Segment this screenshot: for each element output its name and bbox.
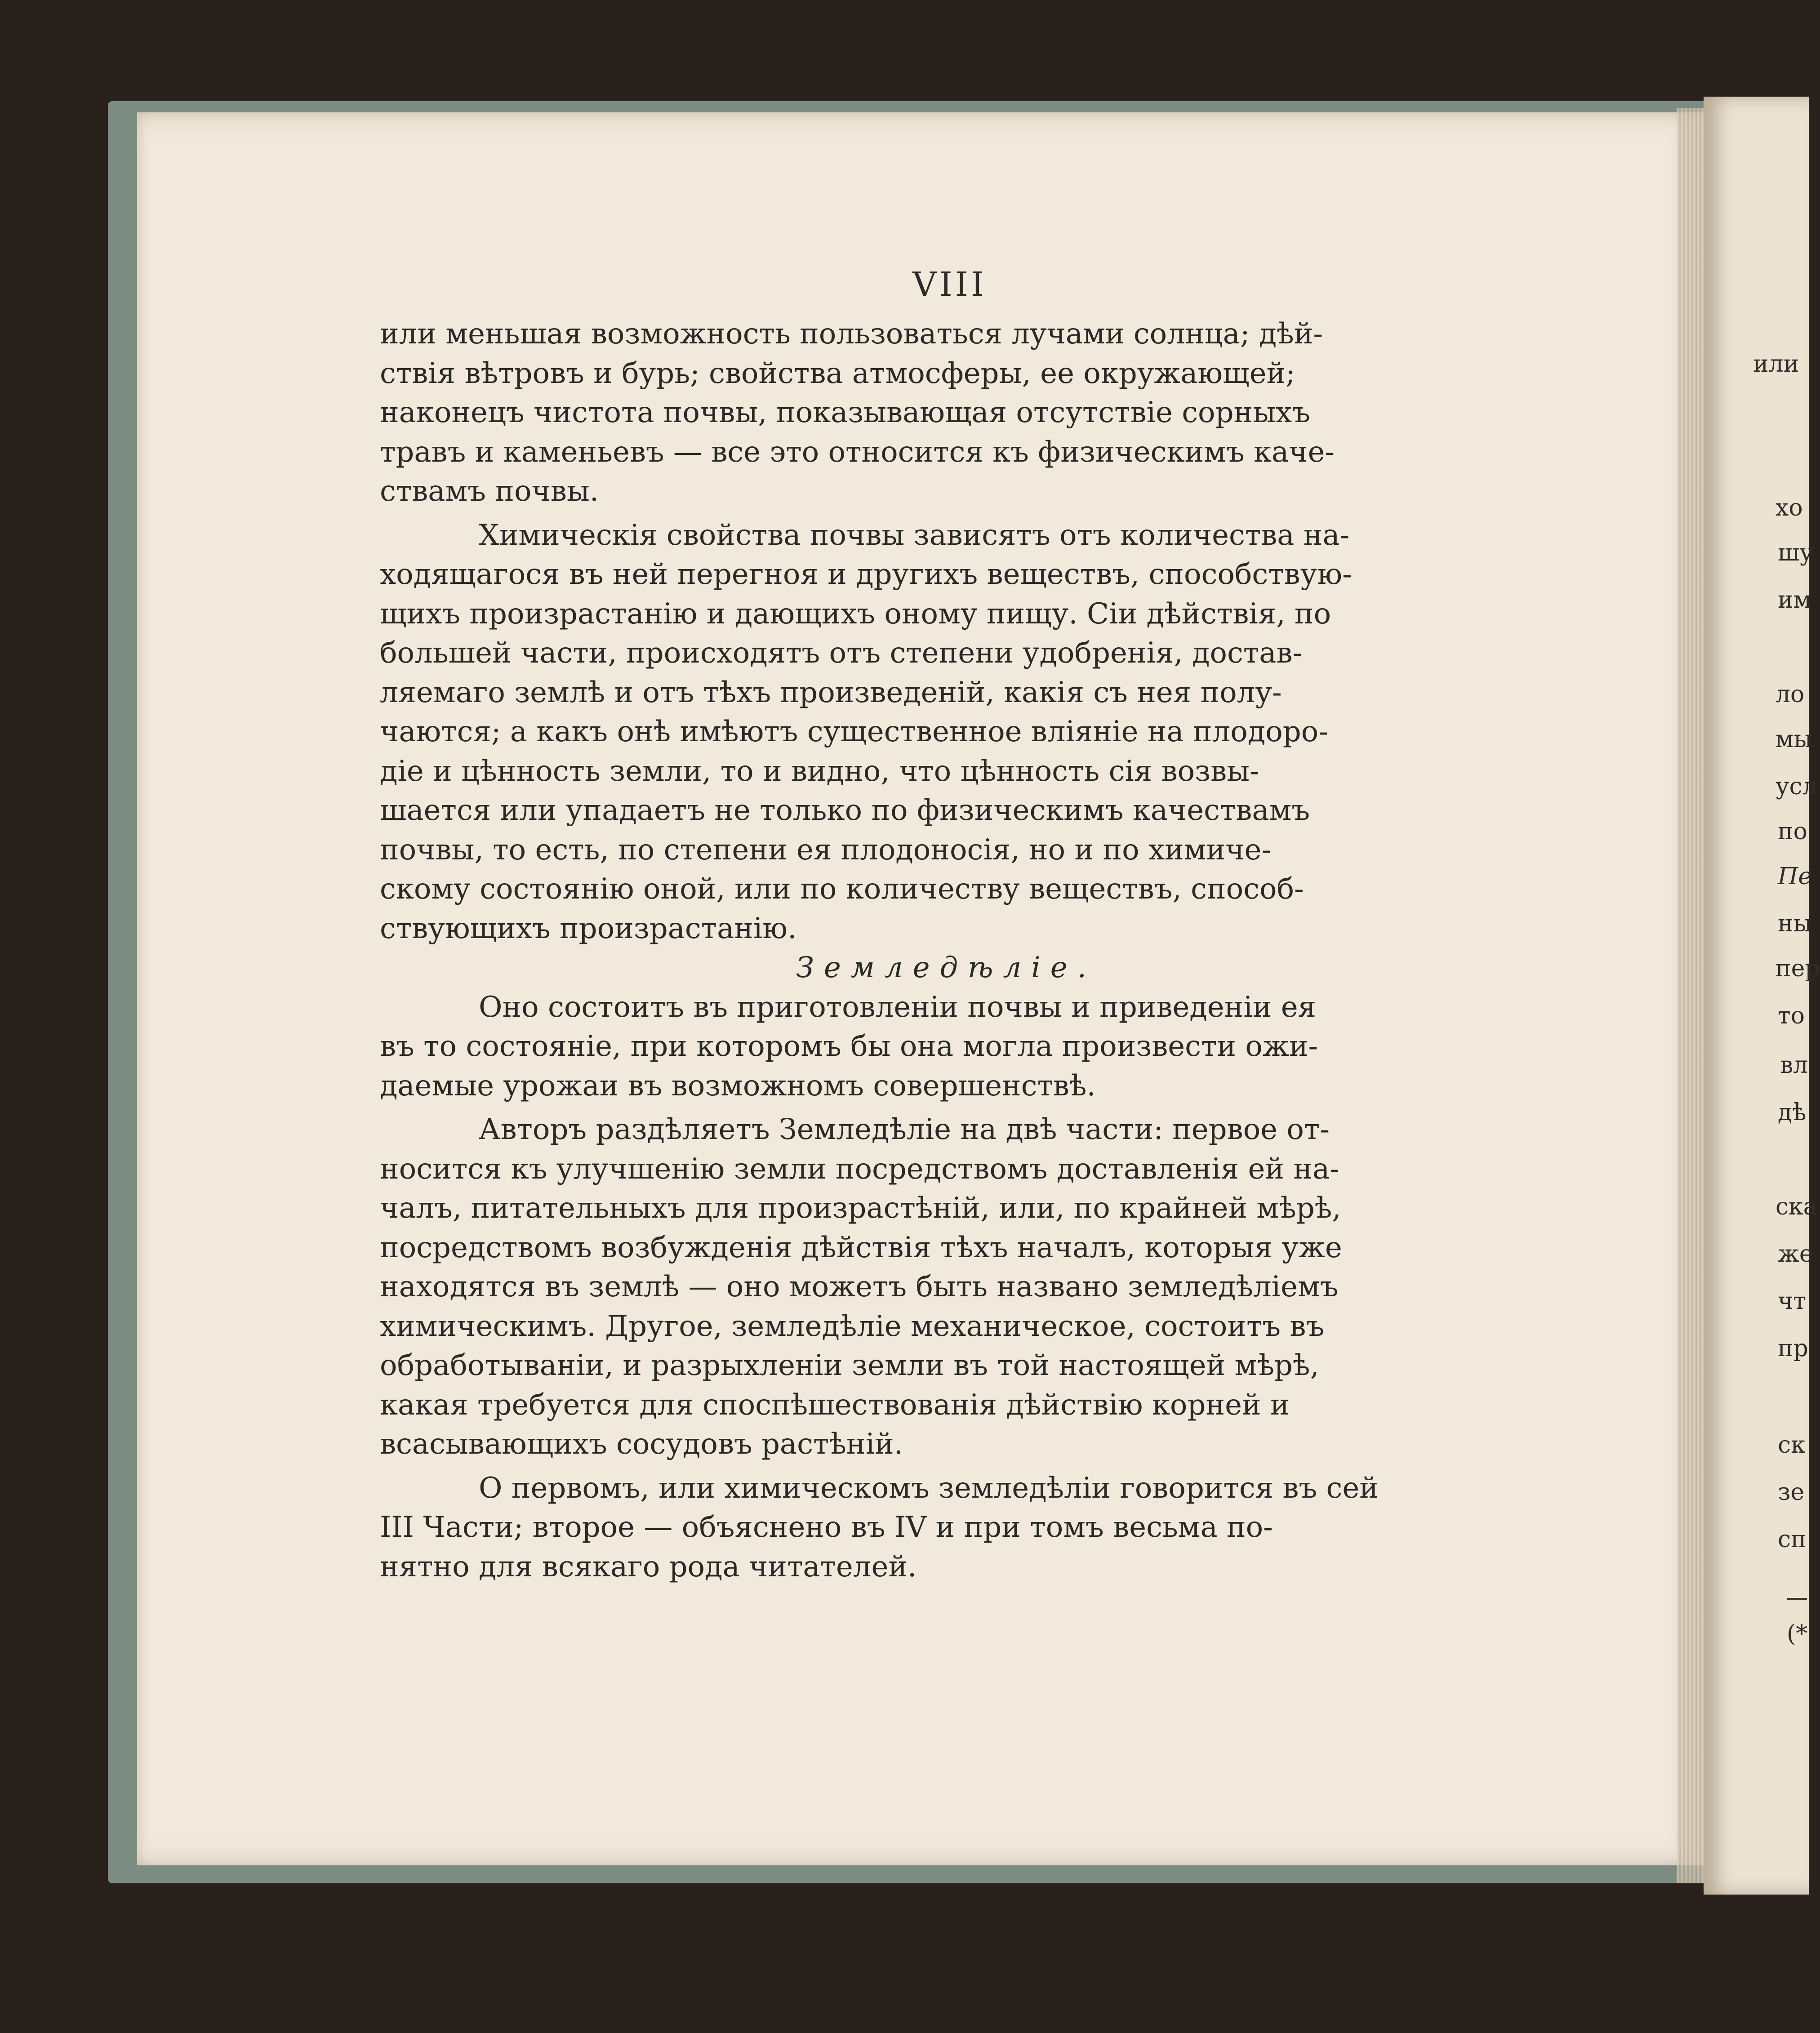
text-line: какая требуется для споспѣшествованія дѣйствію корней и — [380, 1388, 1290, 1422]
text-line: носится къ улучшенію земли посредствомъ доставленія ей на- — [380, 1152, 1339, 1186]
opposite-fragment: ны — [1778, 910, 1812, 937]
text-line: О первомъ, или химическомъ земледѣліи говорится въ сей — [479, 1471, 1379, 1505]
text-line: нятно для всякаго рода читателей. — [380, 1550, 917, 1584]
footnote-rule — [1787, 1598, 1807, 1600]
text-line: чаются; а какъ онѣ имѣютъ существенное вліяніе на плодоро- — [380, 715, 1328, 748]
text-line: почвы, то есть, по степени ея плодоносія, но и по химиче- — [380, 833, 1271, 867]
opposite-fragment: им — [1778, 587, 1812, 614]
text-line: обработываніи, и разрыхленіи земли въ той настоящей мѣрѣ, — [380, 1349, 1319, 1382]
opposite-fragment: сп — [1778, 1526, 1807, 1553]
opposite-fragment: пер — [1776, 955, 1820, 982]
opposite-fragment: (* — [1787, 1620, 1808, 1647]
text-line: чалъ, питательныхъ для произрастѣній, или, по крайней мѣрѣ, — [380, 1192, 1341, 1225]
opposite-fragment: ло — [1776, 681, 1805, 708]
text-line: наконецъ чистота почвы, показывающая отсутствіе сорныхъ — [380, 396, 1310, 429]
text-line: въ то состояніе, при которомъ бы она могла произвести ожи- — [380, 1030, 1318, 1063]
opposite-fragment: хо — [1776, 494, 1803, 521]
text-line: Химическія свойства почвы зависятъ отъ количества на- — [479, 518, 1350, 552]
text-line: находятся въ землѣ — оно можетъ быть названо земледѣліемъ — [380, 1270, 1339, 1303]
text-line: ляемаго землѣ и отъ тѣхъ произведеній, какія съ нея полу- — [380, 676, 1282, 709]
text-line: щихъ произрастанію и дающихъ оному пищу. Сіи дѣйствія, по — [380, 597, 1331, 631]
section-heading: Земледѣліе. — [796, 951, 1096, 984]
text-line: ствія вѣтровъ и бурь; свойства атмосферы, ее окружающей; — [380, 356, 1295, 390]
text-line: діе и цѣнность земли, то и видно, что цѣнность сія возвы- — [380, 754, 1259, 788]
text-line: ствующихъ произрастанію. — [380, 912, 797, 945]
text-line: ходящагося въ ней перегноя и другихъ веществъ, способствую- — [380, 558, 1352, 591]
text-line: шается или упадаетъ не только по физическимъ качествамъ — [380, 794, 1310, 827]
text-line: травъ и каменьевъ — все это относится къ физическимъ каче- — [380, 435, 1335, 469]
opposite-fragment: мы — [1776, 726, 1812, 753]
opposite-fragment: ска — [1776, 1193, 1817, 1220]
opposite-fragment: то — [1778, 1002, 1805, 1029]
text-line: скому состоянію оной, или по количеству веществъ, способ- — [380, 872, 1304, 906]
opposite-fragment: зе — [1778, 1479, 1805, 1506]
opposite-fragment: ск — [1778, 1432, 1806, 1459]
text-line: III Части; второе — объяснено въ IV и при томъ весьма по- — [380, 1511, 1273, 1544]
text-line: Оно состоитъ въ приготовленіи почвы и приведеніи ея — [479, 990, 1316, 1024]
opposite-fragment: усл — [1776, 773, 1817, 800]
opposite-fragment: Пе — [1778, 863, 1812, 890]
opposite-fragment: дѣ — [1778, 1099, 1807, 1126]
text-line: ствамъ почвы. — [380, 475, 599, 508]
text-line: посредствомъ возбужденія дѣйствія тѣхъ началъ, которыя уже — [380, 1231, 1342, 1264]
opposite-fragment: вл — [1780, 1052, 1808, 1079]
opposite-fragment: или — [1753, 351, 1799, 378]
text-line: большей части, происходятъ отъ степени удобренія, достав- — [380, 636, 1302, 670]
page-number: VIII — [912, 265, 987, 304]
body-text — [380, 315, 1513, 1587]
text-line: химическимъ. Другое, земледѣліе механическое, состоитъ въ — [380, 1309, 1325, 1343]
text-line: или меньшая возможность пользоваться лучами солнца; дѣй- — [380, 317, 1323, 351]
opposite-fragment: шу — [1778, 539, 1813, 566]
opposite-fragment: же — [1778, 1241, 1813, 1268]
opposite-fragment: пр — [1778, 1335, 1808, 1362]
text-line: даемые урожаи въ возможномъ совершенствѣ. — [380, 1069, 1096, 1103]
opposite-fragment: чт — [1778, 1288, 1807, 1315]
opposite-fragment: по — [1778, 818, 1807, 845]
text-line: Авторъ раздѣляетъ Земледѣліе на двѣ части: первое от- — [479, 1113, 1330, 1146]
text-line: всасывающихъ сосудовъ растѣній. — [380, 1428, 903, 1461]
